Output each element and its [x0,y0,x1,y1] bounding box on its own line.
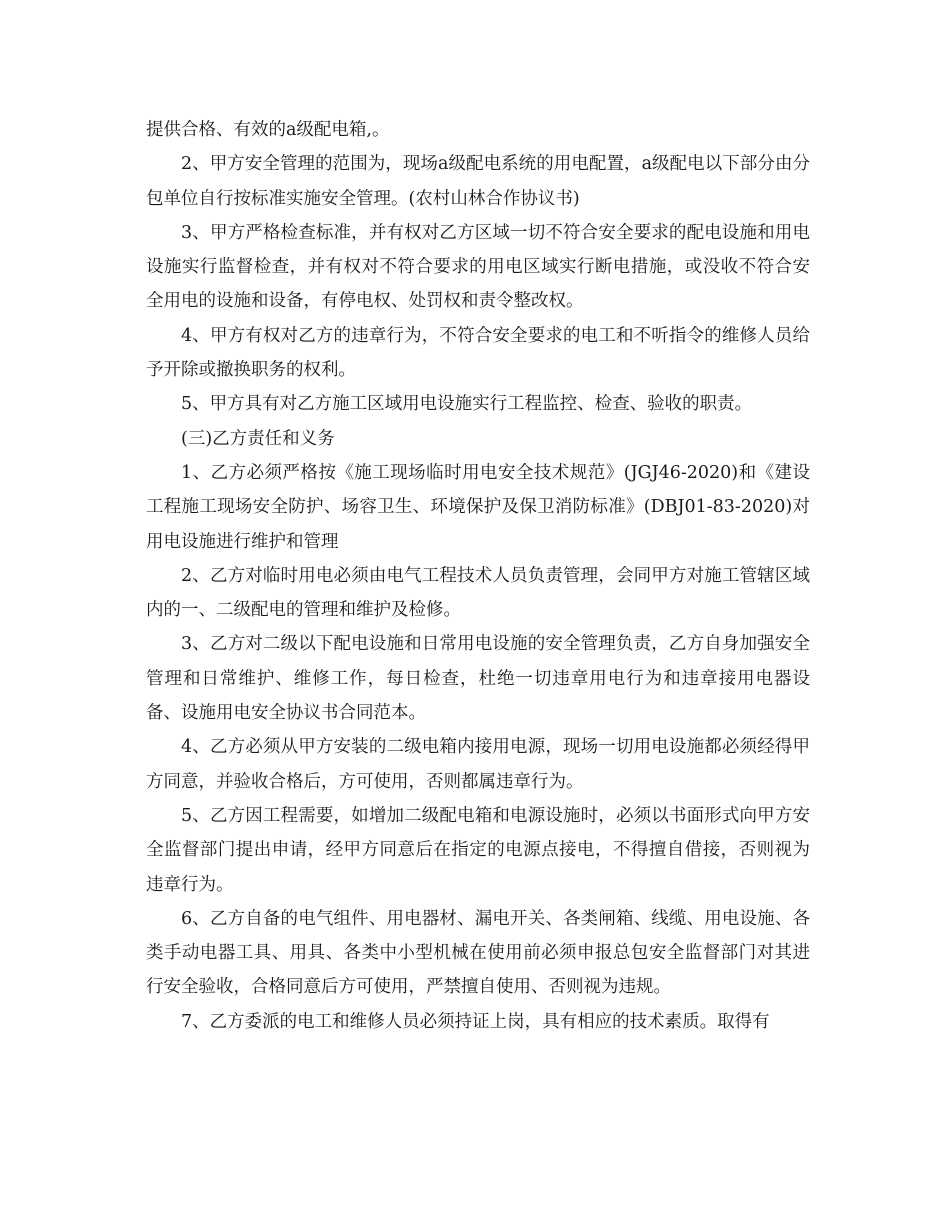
paragraph-clause-b4: 4、乙方必须从甲方安装的二级电箱内接用电源，现场一切用电设施都必须经得甲方同意，并验收合格后，方可使用，否则都属违章行为。 [146,737,810,792]
paragraph-clause-b1: 1、乙方必须严格按《施工现场临时用电安全技术规范》(JGJ46-2020)和《建设工程施工现场安全防护、场容卫生、环境保护及保卫消防标准》(DBJ01-83-2020)对用电设施进行维护和管理 [146,462,810,552]
paragraph-clause-b3: 3、乙方对二级以下配电设施和日常用电设施的安全管理负责，乙方自身加强安全管理和日常维护、维修工作，每日检查，杜绝一切违章用电行为和违章接用电器设备、设施用电安全协议书合同范本。 [146,634,810,724]
section-heading-party-b: (三)乙方责任和义务 [181,428,335,449]
paragraph-clause-a3: 3、甲方严格检查标准，并有权对乙方区域一切不符合安全要求的配电设施和用电设施实行监督检查，并有权对不符合要求的用电区域实行断电措施，或没收不符合安全用电的设施和设备，有停电权、处罚权和责令整改权。 [146,222,810,312]
document-body [146,113,810,1039]
paragraph-clause-a2: 2、甲方安全管理的范围为，现场a级配电系统的用电配置，a级配电以下部分由分包单位自行按标准实施安全管理。(农村山林合作协议书) [146,154,810,209]
paragraph-clause-b6: 6、乙方自备的电气组件、用电器材、漏电开关、各类闸箱、线缆、用电设施、各类手动电器工具、用具、各类中小型机械在使用前必须申报总包安全监督部门对其进行安全验收，合格同意后方可使用，严禁擅自使用、否则视为违规。 [146,908,810,998]
paragraph-clause-b5: 5、乙方因工程需要，如增加二级配电箱和电源设施时，必须以书面形式向甲方安全监督部门提出申请，经甲方同意后在指定的电源点接电，不得擅自借接，否则视为违章行为。 [146,805,810,895]
paragraph-clause-b7: 7、乙方委派的电工和维修人员必须持证上岗，具有相应的技术素质。取得有 [181,1011,770,1032]
paragraph-continuation: 提供合格、有效的a级配电箱,。 [146,120,390,140]
paragraph-clause-b2: 2、乙方对临时用电必须由电气工程技术人员负责管理，会同甲方对施工管辖区域内的一、二级配电的管理和维护及检修。 [146,565,810,621]
paragraph-clause-a4: 4、甲方有权对乙方的违章行为，不符合安全要求的电工和不听指令的维修人员给予开除或撤换职务的权利。 [146,325,810,381]
paragraph-clause-a5: 5、甲方具有对乙方施工区域用电设施实行工程监控、检查、验收的职责。 [181,394,753,415]
